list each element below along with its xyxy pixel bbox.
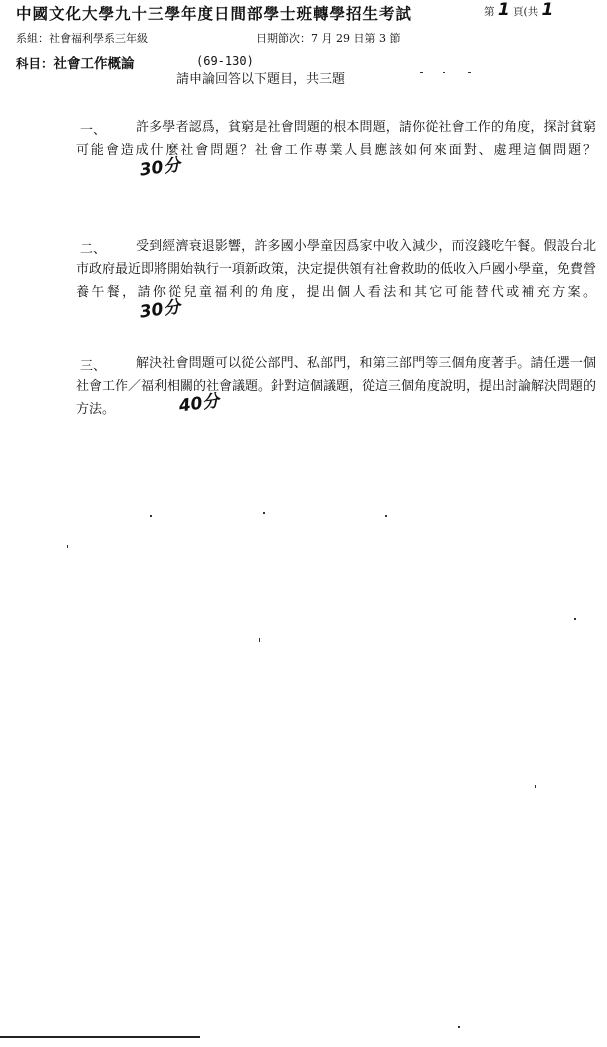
scan-speck: [535, 785, 536, 788]
question-3-marker: 三、: [80, 359, 107, 374]
question-1-body: 許多學者認爲，貧窮是社會問題的根本問題，請你從社會工作的角度，探討貧窮可能會造成什麼社會問題？社會工作專業人員應該如何來面對、處理這個問題？: [76, 120, 596, 158]
question-1-score: 30分: [138, 155, 182, 181]
question-3-score: 40分: [177, 391, 221, 417]
exam-instruction: 請申論回答以下題目，共三題: [176, 72, 346, 87]
question-3-body: 解決社會問題可以從公部門、私部門，和第三部門等三個角度著手。請任選一個社會工作／福利相關的社會議題。針對這個議題，從這三個角度說明，提出討論解決問題的方法。: [76, 356, 597, 417]
exam-code: (69-130): [196, 54, 254, 68]
scan-speck: [468, 72, 471, 73]
page-number: 1: [497, 0, 510, 20]
question-2-text: [76, 235, 596, 327]
page-total: 1: [541, 0, 554, 20]
date-session-info: 日期節次：7 月 29 日第 3 節: [256, 32, 401, 45]
question-1-text: [76, 116, 596, 185]
scan-speck: [259, 638, 260, 642]
question-2-score: 30分: [138, 297, 182, 323]
scan-speck: [263, 512, 265, 514]
scan-speck: [67, 545, 68, 548]
scan-speck: [574, 618, 576, 620]
question-3-text: [76, 352, 596, 421]
scan-speck: [385, 515, 387, 517]
scan-speck: [443, 72, 445, 73]
subject-line: [16, 52, 135, 72]
department-info: 系組：社會福利學系三年級: [16, 32, 148, 45]
scan-speck: [150, 515, 152, 517]
page-indicator: [484, 0, 553, 20]
subject-name: 社會工作概論: [53, 56, 135, 72]
question-2-marker: 二、: [80, 242, 107, 257]
scan-speck: [458, 1026, 460, 1028]
page-prefix: 第: [484, 6, 495, 18]
exam-title: 中國文化大學九十三學年度日間部學士班轉學招生考試: [16, 4, 413, 23]
page-middle: 頁(共: [513, 6, 539, 18]
scan-speck: [420, 72, 423, 73]
subject-label: 科目：: [16, 56, 54, 71]
question-1-marker: 一、: [80, 123, 107, 138]
bottom-scan-edge: [0, 1036, 200, 1038]
question-2-body: 受到經濟衰退影響，許多國小學童因爲家中收入減少，而沒錢吃午餐。假設台北市政府最近即將開始執行一項新政策，決定提供領有社會救助的低收入戶國小學童，免費營養午餐，請你從兒童福利的角度，提出個人看法和其它可能替代或補充方案。: [76, 239, 597, 300]
